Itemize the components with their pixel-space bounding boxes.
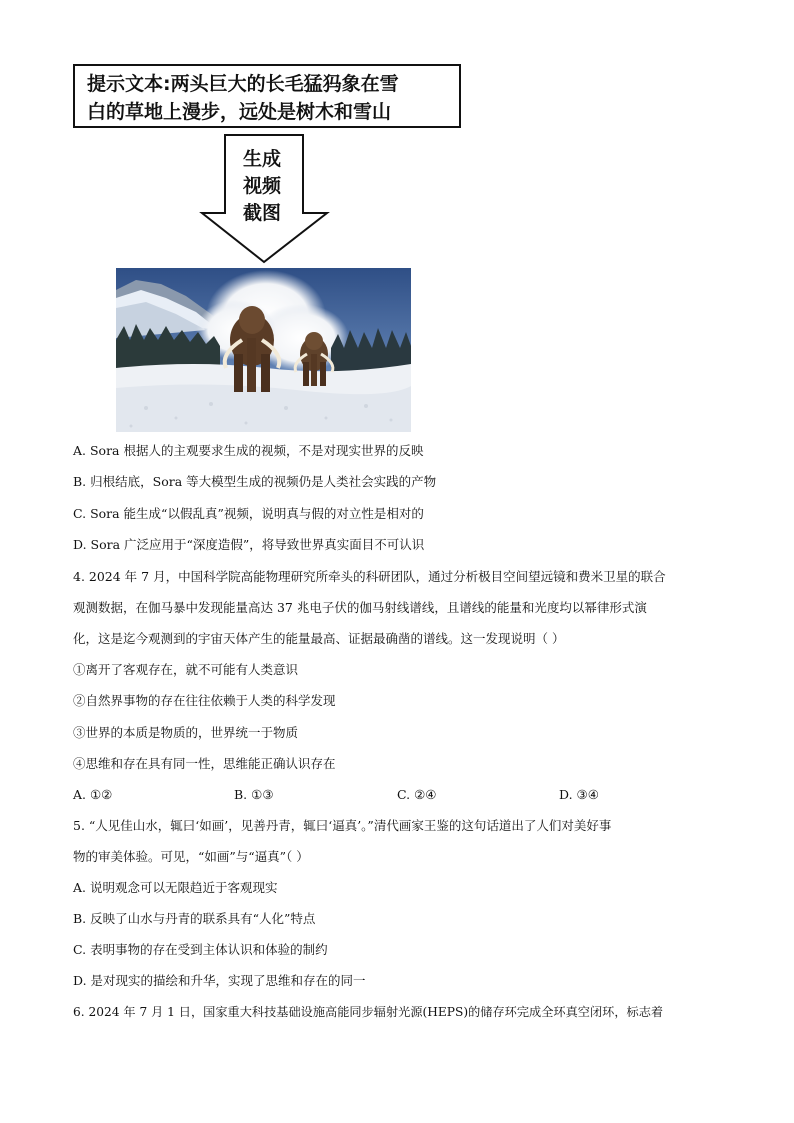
- prompt-line-1: 提示文本:两头巨大的长毛猛犸象在雪: [87, 73, 399, 95]
- q5-stem-line-1: 5. “人见佳山水，辄曰‘如画’，见善丹青，辄曰‘逼真’。”清代画家王鉴的这句话道出了人们对美好事: [73, 818, 612, 833]
- q4-statement-3: ③世界的本质是物质的，世界统一于物质: [73, 725, 299, 740]
- q5-option-c: C. 表明事物的存在受到主体认识和体验的制约: [73, 942, 328, 957]
- q4-choice-d: D. ③④: [559, 787, 599, 802]
- q5-option-b: B. 反映了山水与丹青的联系具有“人化”特点: [73, 911, 316, 926]
- arrow-label-line-1: 生成: [242, 148, 281, 170]
- arrow-label: [222, 146, 302, 227]
- q4-choice-a: A. ①②: [73, 787, 113, 802]
- q4-statement-4: ④思维和存在具有同一性，思维能正确认识存在: [73, 756, 336, 771]
- q5-stem-line-2: 物的审美体验。可见，“如画”与“逼真”（ ）: [73, 849, 309, 864]
- prompt-line-2: 白的草地上漫步，远处是树木和雪山: [87, 101, 392, 123]
- q4-stem-line-2: 观测数据，在伽马暴中发现能量高达 37 兆电子伏的伽马射线谱线，且谱线的能量和光度均以幂律形式演: [73, 600, 647, 615]
- q6-stem-line-1: 6. 2024 年 7 月 1 日，国家重大科技基础设施高能同步辐射光源(HEPS)的储存环完成全环真空闭环，标志着: [73, 1005, 664, 1019]
- q4-stem-line-3: 化，这是迄今观测到的宇宙天体产生的能量最高、证据最确凿的谱线。这一发现说明（ ）: [73, 631, 565, 646]
- q5-option-d: D. 是对现实的描绘和升华，实现了思维和存在的同一: [73, 973, 366, 988]
- q4-statement-1: ①离开了客观存在，就不可能有人类意识: [73, 662, 299, 677]
- prompt-text-box: [73, 64, 461, 128]
- sora-video-screenshot: [116, 268, 411, 432]
- q4-stem-line-1: 4. 2024 年 7 月，中国科学院高能物理研究所牵头的科研团队，通过分析极目空间望远镜和费米卫星的联合: [73, 569, 666, 584]
- q5-option-a: A. 说明观念可以无限趋近于客观现实: [73, 880, 278, 895]
- arrow-label-line-3: 截图: [242, 202, 281, 224]
- q4-choice-b: B. ①③: [234, 787, 274, 802]
- q3-option-b: B. 归根结底，Sora 等大模型生成的视频仍是人类社会实践的产物: [73, 474, 437, 489]
- q4-choice-c: C. ②④: [397, 787, 437, 802]
- q4-statement-2: ②自然界事物的存在往往依赖于人类的科学发现: [73, 693, 336, 708]
- q3-option-d: D. Sora 广泛应用于“深度造假”，将导致世界真实面目不可认识: [73, 537, 425, 552]
- q3-option-a: A. Sora 根据人的主观要求生成的视频，不是对现实世界的反映: [73, 443, 424, 458]
- arrow-label-line-2: 视频: [242, 175, 281, 197]
- q3-option-c: C. Sora 能生成“以假乱真”视频，说明真与假的对立性是相对的: [73, 506, 424, 521]
